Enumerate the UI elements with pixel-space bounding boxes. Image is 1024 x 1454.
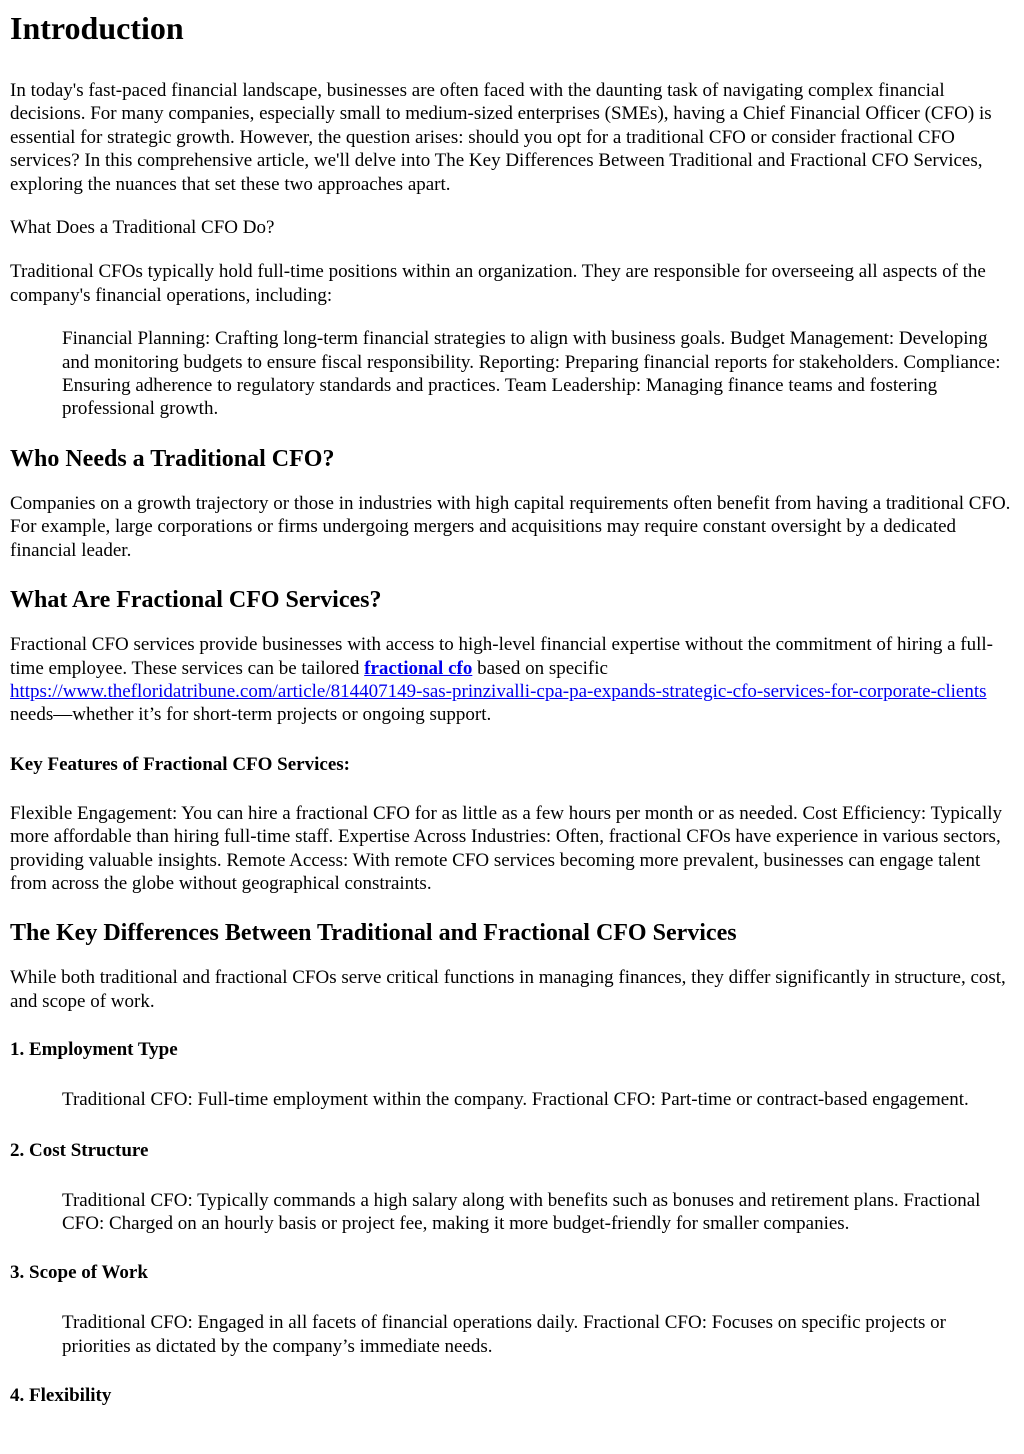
traditional-cfo-question: What Does a Traditional CFO Do? — [10, 217, 275, 239]
employment-type-text: Traditional CFO: Full-time employment within the company. Fractional CFO: Part-time or contract-based engagement. — [62, 1089, 969, 1111]
fractional-cfo-link[interactable]: fractional cfo — [364, 657, 473, 679]
traditional-cfo-paragraph: Traditional CFOs typically hold full-time positions within an organization. They are responsible for overseeing all aspects of the company's financial operations, including: — [10, 261, 986, 306]
article-page — [0, 8, 1024, 1408]
scope-of-work-heading: 3. Scope of Work — [10, 1262, 148, 1284]
cost-structure-heading: 2. Cost Structure — [10, 1139, 149, 1161]
cost-structure-text: Traditional CFO: Typically commands a high salary along with benefits such as bonuses and retirement plans. Fractional CFO: Charged on an hourly basis or project fee, making it more budget-friendly for smaller companies. — [62, 1189, 981, 1234]
fractional-para-start: Fractional CFO services provide businesses with access to high-level financial expertise without the commitment of hiring a full-time employee. These services can be tailored — [10, 634, 994, 679]
flexibility-heading: 4. Flexibility — [10, 1385, 112, 1407]
fractional-paragraph — [10, 633, 1014, 727]
differences-paragraph: While both traditional and fractional CFOs serve critical functions in managing finances, they differ significantly in structure, cost, and scope of work. — [10, 967, 1006, 1012]
fractional-para-mid: based on specific — [472, 657, 608, 679]
traditional-cfo-duties: Financial Planning: Crafting long-term financial strategies to align with business goals. Budget Management: Developing and monitoring budgets to ensure fiscal responsibility. Reporting: Preparing financial reports for stakeholders. Compliance: Ensuring adherence to regulatory standards and practices. Team Leadership: Managing finance teams and fostering professional growth. — [62, 328, 1001, 420]
florida-tribune-link[interactable]: https://www.thefloridatribune.com/article/814407149-sas-prinzivalli-cpa-pa-expands-strategic-cfo-services-for-corporate-clients — [10, 680, 987, 702]
features-heading: Key Features of Fractional CFO Services: — [10, 753, 350, 775]
intro-paragraph: In today's fast-paced financial landscape, businesses are often faced with the daunting task of navigating complex financial decisions. For many companies, especially small to medium-sized enterprises (SMEs), having a Chief Financial Officer (CFO) is essential for strategic growth. However, the question arises: should you opt for a traditional CFO or consider fractional CFO services? In this comprehensive article, we'll delve into The Key Differences Between Traditional and Fractional CFO Services, exploring the nuances that set these two approaches apart. — [10, 80, 992, 195]
employment-type-heading: 1. Employment Type — [10, 1039, 178, 1061]
differences-heading: The Key Differences Between Traditional and Fractional CFO Services — [10, 920, 737, 947]
fractional-heading: What Are Fractional CFO Services? — [10, 587, 382, 614]
who-needs-paragraph: Companies on a growth trajectory or those in industries with high capital requirements often benefit from having a traditional CFO. For example, large corporations or firms undergoing mergers and acquisitions may require constant oversight by a dedicated financial leader. — [10, 492, 1011, 561]
who-needs-heading: Who Needs a Traditional CFO? — [10, 445, 335, 472]
page-title: Introduction — [10, 10, 184, 46]
scope-of-work-text: Traditional CFO: Engaged in all facets of financial operations daily. Fractional CFO: Focuses on specific projects or priorities as dictated by the company’s immediate needs. — [62, 1312, 947, 1357]
features-paragraph: Flexible Engagement: You can hire a fractional CFO for as little as a few hours per month or as needed. Cost Efficiency: Typically more affordable than hiring full-time staff. Expertise Across Industries: Often, fractional CFOs have experience in various sectors, providing valuable insights. Remote Access: With remote CFO services becoming more prevalent, businesses can engage talent from across the globe without geographical constraints. — [10, 802, 1003, 894]
fractional-para-end: needs—whether it’s for short-term projects or ongoing support. — [10, 704, 492, 726]
